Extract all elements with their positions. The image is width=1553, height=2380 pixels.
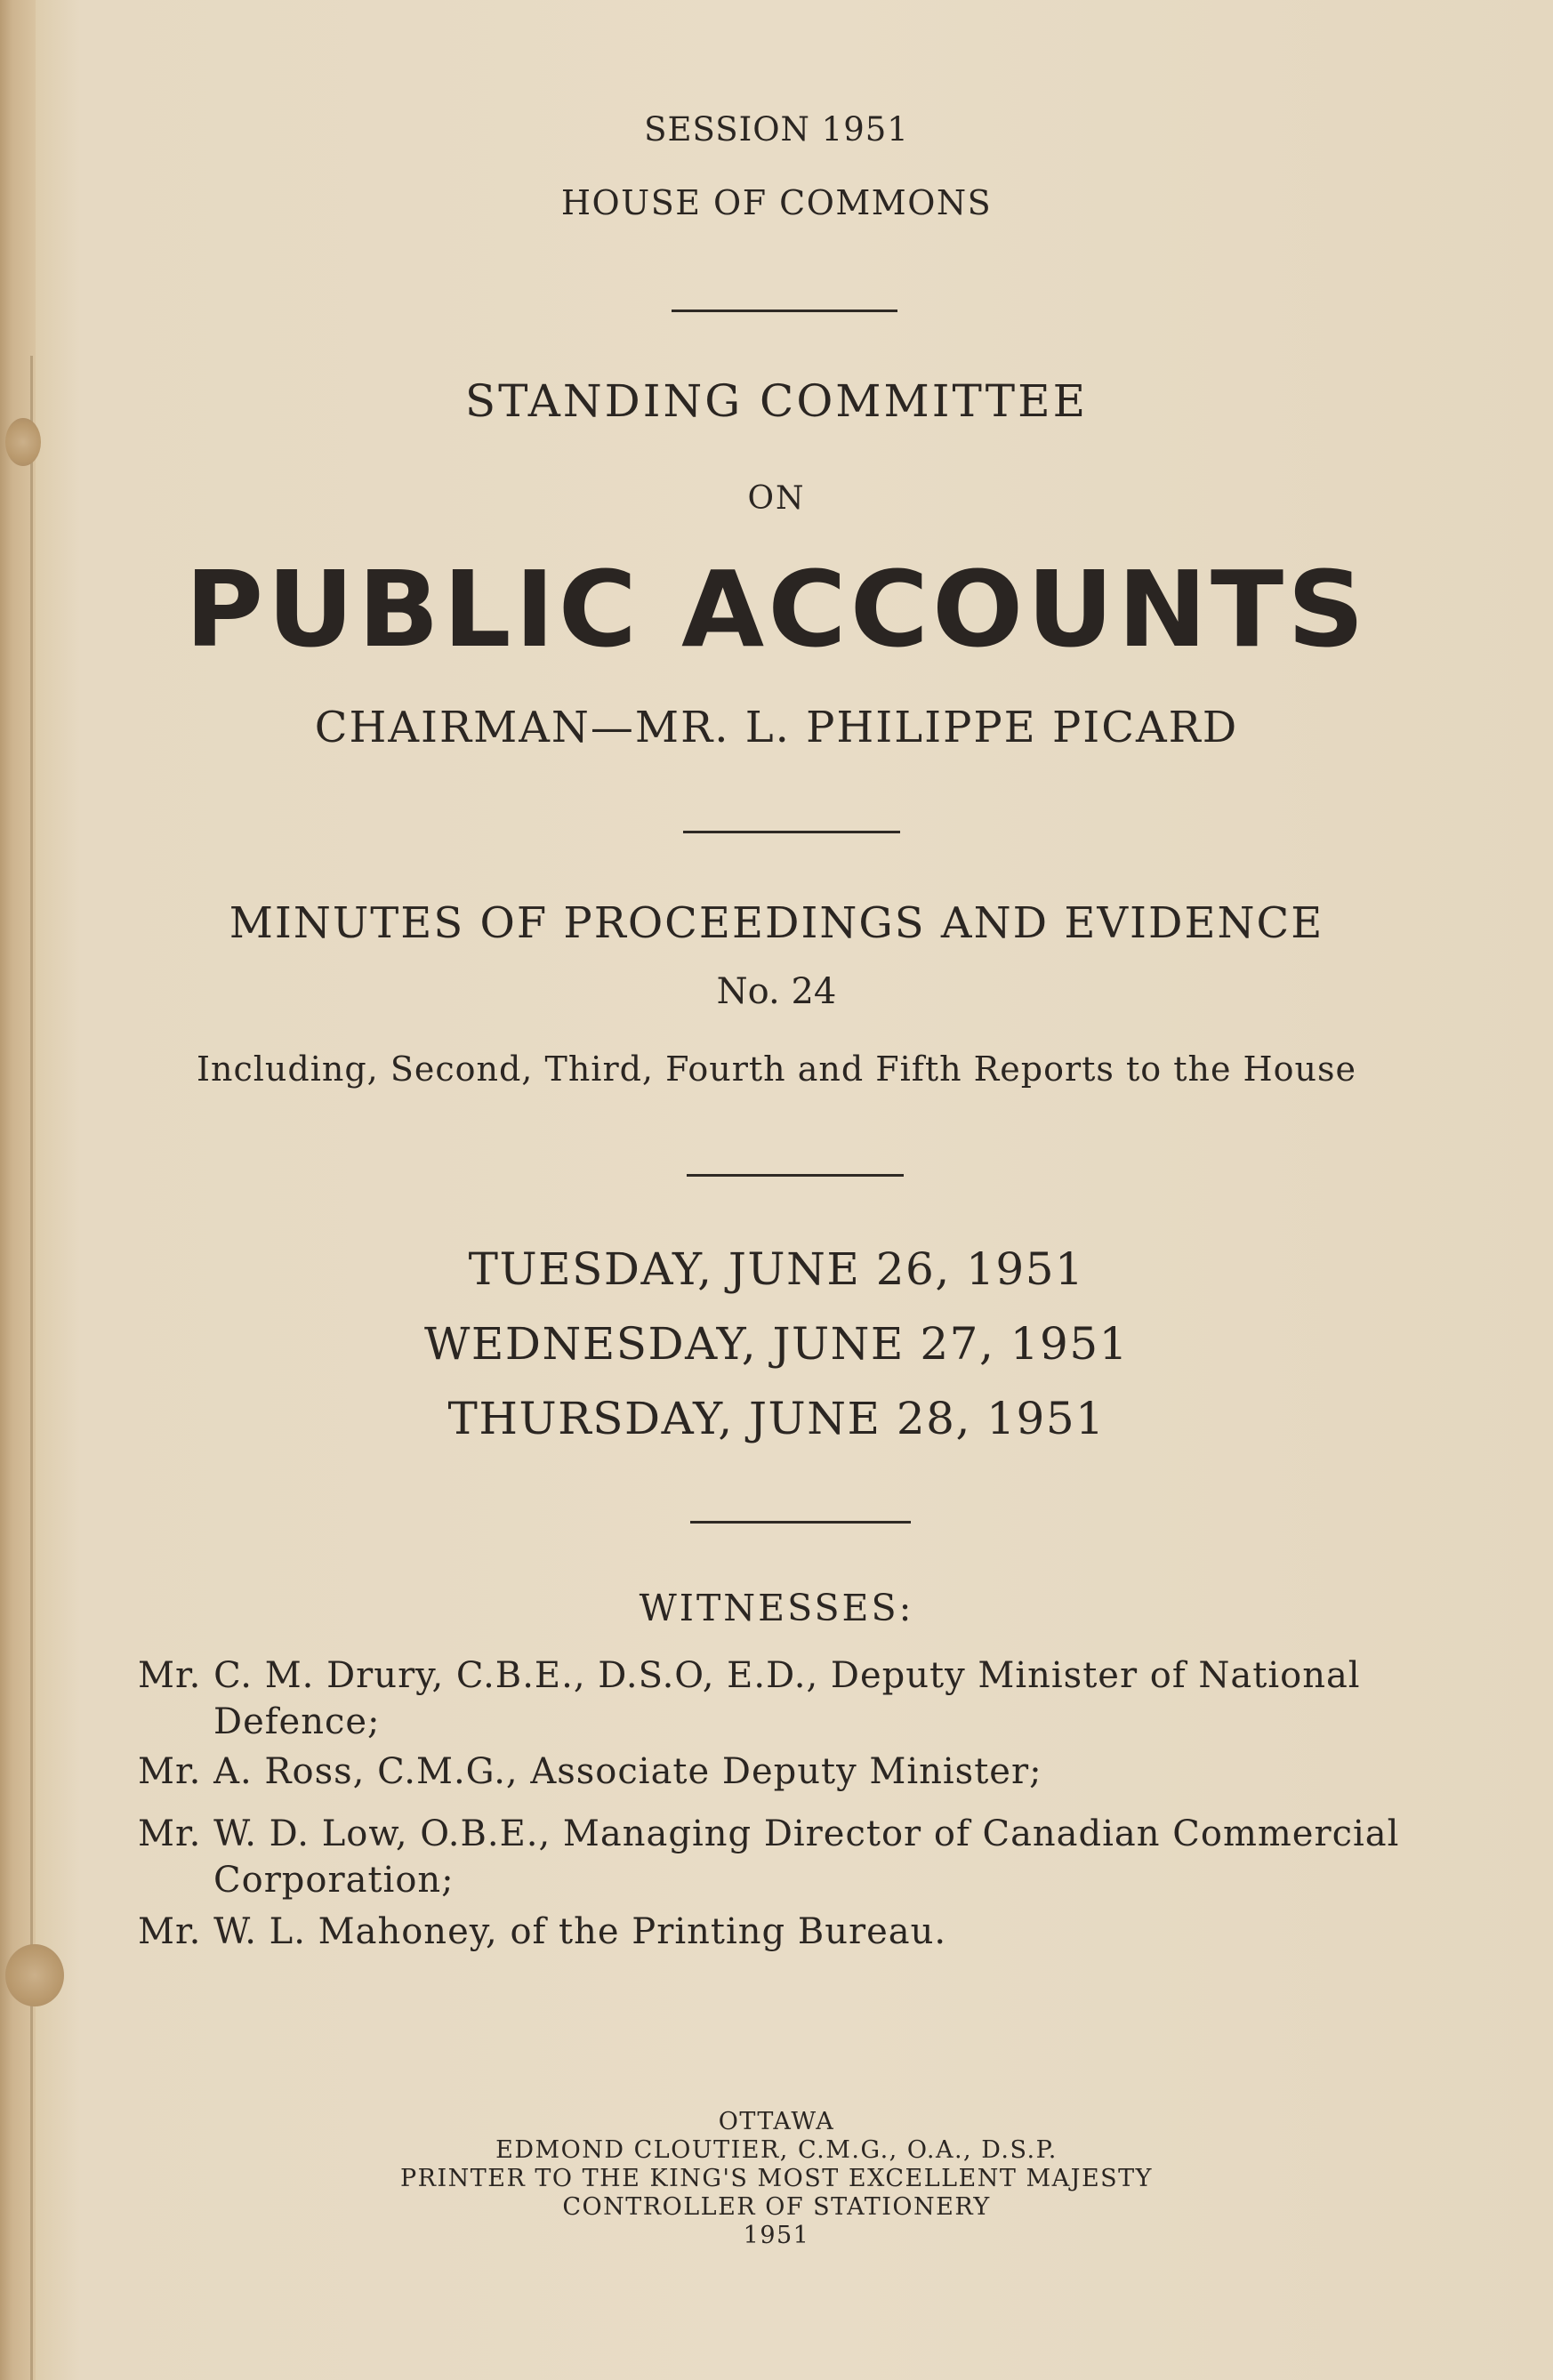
witness-3-line-1: Mr. W. D. Low, O.B.E., Managing Director of Canadian Commercial bbox=[138, 1813, 1400, 1854]
date-line-1: TUESDAY, JUNE 26, 1951 bbox=[468, 1243, 1085, 1295]
witness-entry-1 bbox=[138, 1652, 1472, 1745]
witness-2-line-1: Mr. A. Ross, C.M.G., Associate Deputy Minister; bbox=[138, 1751, 1042, 1792]
witness-entry-3 bbox=[138, 1811, 1472, 1903]
session-label: SESSION 1951 bbox=[644, 110, 909, 149]
divider-rule-1 bbox=[672, 310, 897, 312]
committee-standing: STANDING COMMITTEE bbox=[464, 375, 1089, 427]
witness-1-line-2: Defence; bbox=[213, 1701, 381, 1742]
witness-entry-2 bbox=[138, 1749, 1472, 1795]
date-line-3: THURSDAY, JUNE 28, 1951 bbox=[447, 1393, 1106, 1444]
imprint-title-2: CONTROLLER OF STATIONERY bbox=[562, 2193, 991, 2221]
divider-rule-2 bbox=[683, 831, 900, 833]
proceedings-title: MINUTES OF PROCEEDINGS AND EVIDENCE bbox=[229, 898, 1324, 948]
house-label: HOUSE OF COMMONS bbox=[560, 183, 993, 222]
witness-entry-4 bbox=[138, 1909, 1472, 1955]
divider-rule-3 bbox=[687, 1174, 904, 1177]
committee-name: PUBLIC ACCOUNTS bbox=[185, 548, 1368, 671]
witness-4-line-1: Mr. W. L. Mahoney, of the Printing Bureau. bbox=[138, 1911, 947, 1952]
divider-rule-4 bbox=[690, 1521, 911, 1524]
imprint-printer: EDMOND CLOUTIER, C.M.G., O.A., D.S.P. bbox=[495, 2136, 1058, 2164]
witnesses-title: WITNESSES: bbox=[639, 1587, 914, 1629]
binding-hole-bottom bbox=[5, 1944, 64, 2006]
date-line-2: WEDNESDAY, JUNE 27, 1951 bbox=[424, 1318, 1129, 1370]
proceedings-number: No. 24 bbox=[716, 971, 837, 1012]
imprint-year: 1951 bbox=[743, 2222, 810, 2249]
witness-3-line-2: Corporation; bbox=[213, 1860, 455, 1901]
imprint-city: OTTAWA bbox=[718, 2108, 835, 2135]
committee-chairman: CHAIRMAN—MR. L. PHILIPPE PICARD bbox=[314, 703, 1239, 752]
committee-on: ON bbox=[747, 480, 806, 517]
imprint-title-1: PRINTER TO THE KING'S MOST EXCELLENT MAJESTY bbox=[399, 2165, 1153, 2192]
witness-1-line-1: Mr. C. M. Drury, C.B.E., D.S.O, E.D., Deputy Minister of National bbox=[138, 1655, 1361, 1696]
proceedings-including: Including, Second, Third, Fourth and Fifth Reports to the House bbox=[197, 1049, 1356, 1089]
